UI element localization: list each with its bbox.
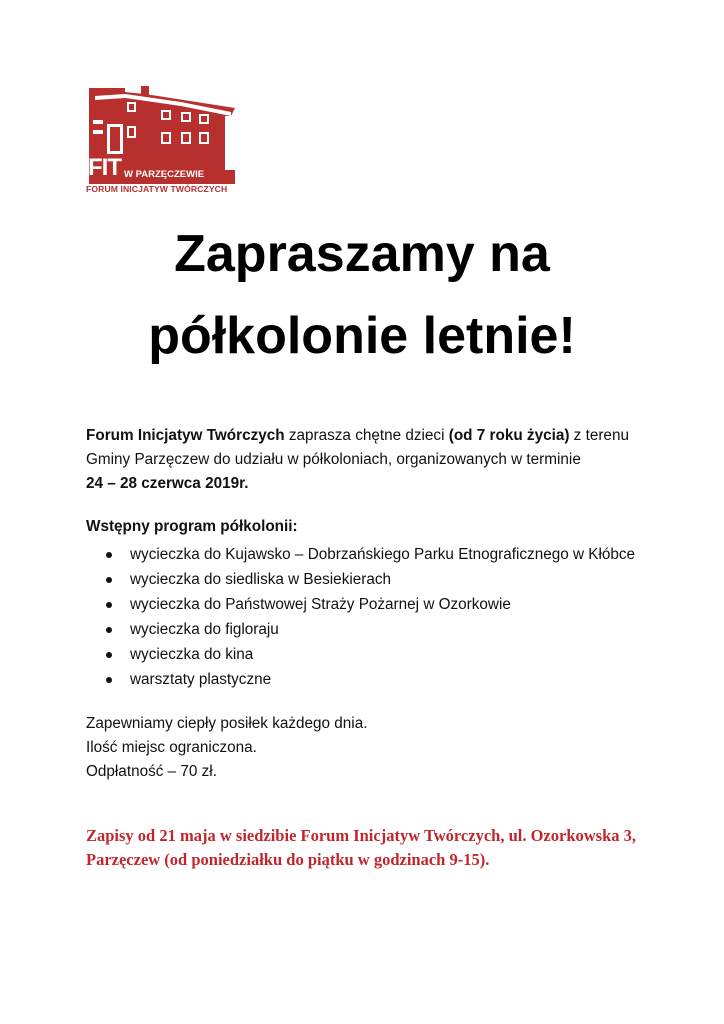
age-requirement: (od 7 roku życia) (448, 427, 570, 444)
logo-sub-text: W PARZĘCZEWIE (124, 169, 205, 180)
list-item (106, 667, 635, 692)
intro-text-2: z terenu Gminy Parzęczew do udziału w półkoloniach, organizowanych w terminie (86, 427, 629, 468)
list-item-text: wycieczka do siedliska w Besiekierach (130, 571, 392, 588)
list-item-text: wycieczka do Kujawsko – Dobrzańskiego Parku Etnograficznego w Kłóbce (130, 546, 636, 563)
bullet-icon (106, 602, 112, 608)
list-item-text: wycieczka do figloraju (130, 621, 279, 638)
bullet-icon (106, 677, 112, 683)
intro-text-1: zaprasza chętne dzieci (284, 427, 449, 444)
page-title-line-2: półkolonie letnie! (148, 307, 576, 365)
program-list (106, 542, 635, 692)
notes-block (86, 712, 367, 784)
event-dates: 24 – 28 czerwca 2019r. (86, 475, 249, 492)
bullet-icon (106, 627, 112, 633)
bullet-icon (106, 652, 112, 658)
bullet-icon (106, 552, 112, 558)
program-heading: Wstępny program półkolonii: (86, 518, 298, 535)
list-item-text: wycieczka do Państwowej Straży Pożarnej w Ozorkowie (130, 596, 511, 613)
bullet-icon (106, 577, 112, 583)
list-item-text: warsztaty plastyczne (130, 671, 272, 688)
org-name: Forum Inicjatyw Twórczych (86, 427, 285, 444)
list-item (106, 592, 635, 617)
signup-info (86, 824, 666, 872)
list-item-text: wycieczka do kina (130, 646, 254, 663)
intro-paragraph (86, 424, 656, 496)
page-title-line-1: Zapraszamy na (174, 225, 550, 283)
list-item (106, 642, 635, 667)
list-item (106, 542, 635, 567)
logo-main-text: FIT (88, 154, 121, 181)
fee-note: Odpłatność – 70 zł. (86, 763, 217, 780)
places-note: Ilość miejsc ograniczona. (86, 739, 257, 756)
meal-note: Zapewniamy ciepły posiłek każdego dnia. (86, 715, 368, 732)
signup-line-1: Zapisy od 21 maja w siedzibie Forum Inicjatyw Twórczych, ul. Ozorkowska 3, (86, 826, 637, 845)
list-item (106, 567, 635, 592)
signup-line-2: Parzęczew (od poniedziałku do piątku w godzinach 9-15). (86, 850, 490, 869)
logo-caption: FORUM INICJATYW TWÓRCZYCH (86, 184, 228, 194)
list-item (106, 617, 635, 642)
